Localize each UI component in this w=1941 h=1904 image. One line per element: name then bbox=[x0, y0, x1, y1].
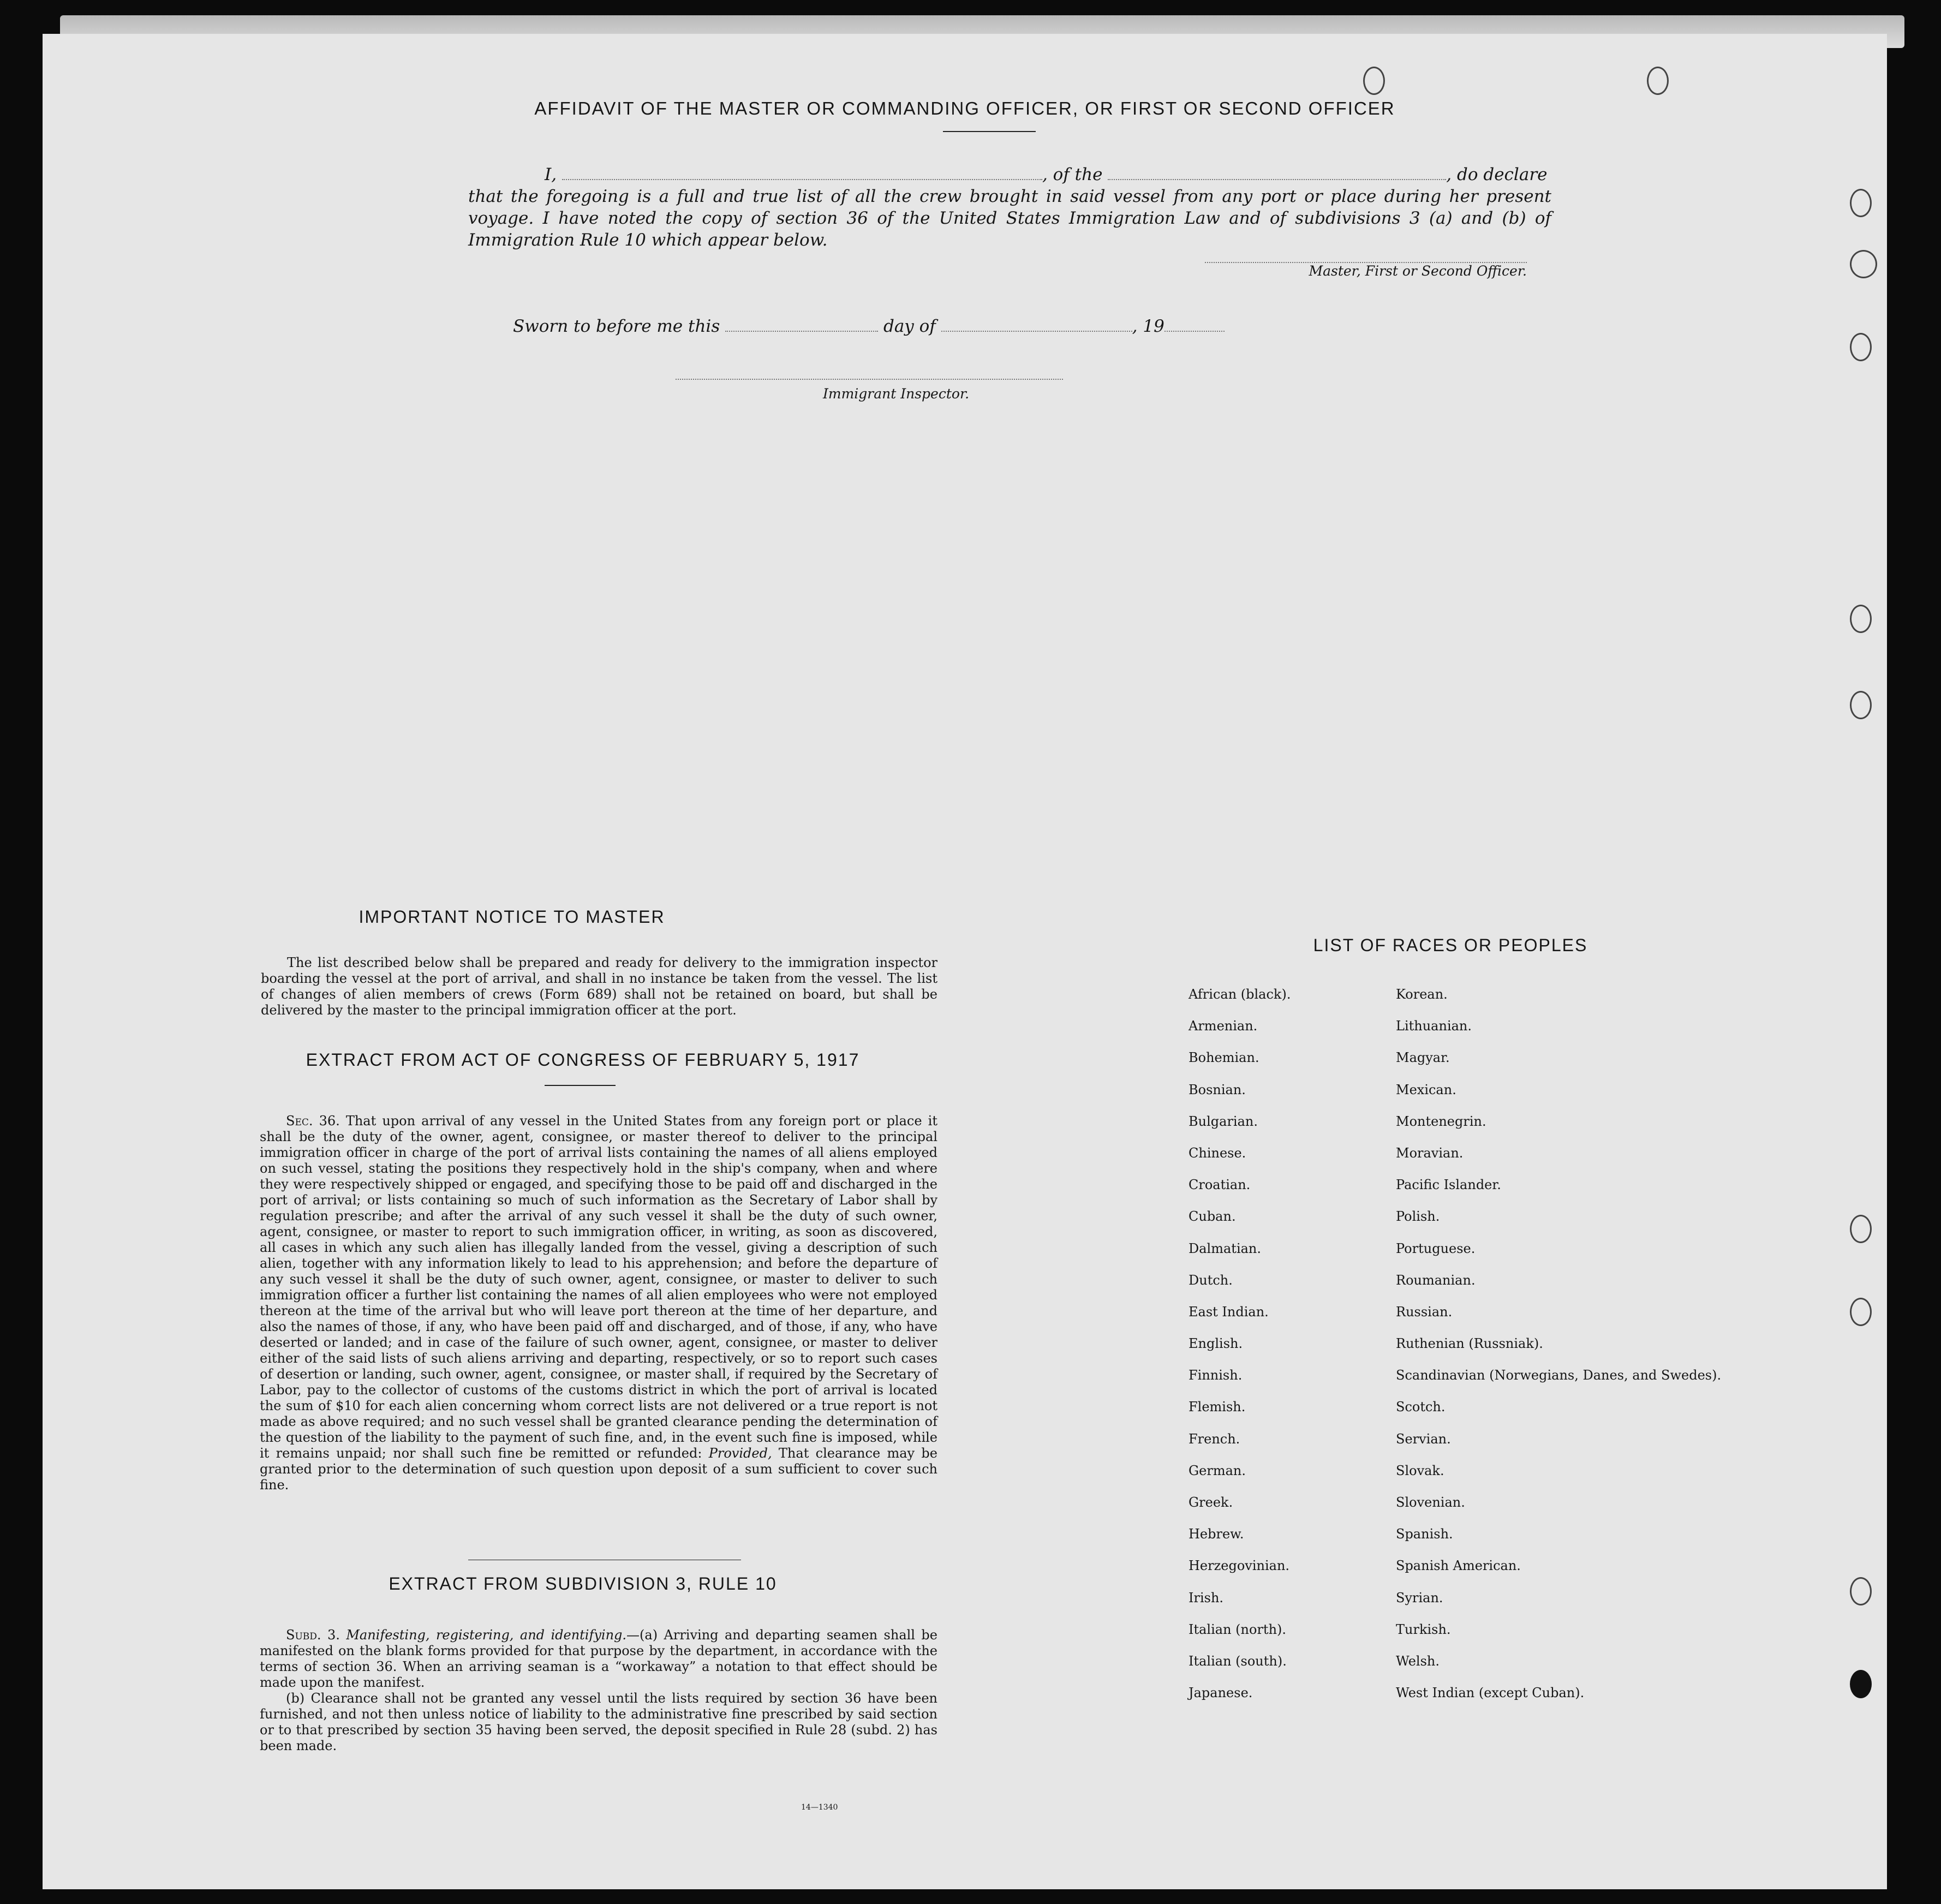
race-item: Montenegrin. bbox=[1396, 1113, 1486, 1129]
title-rule bbox=[943, 131, 1036, 132]
act-title-rule bbox=[545, 1085, 616, 1086]
proviso-text: That clearance may be granted prior to the determination of such question upon deposit of a sum sufficient to cover such fine. bbox=[260, 1446, 937, 1493]
race-item: Russian. bbox=[1396, 1304, 1453, 1320]
binder-hole bbox=[1850, 250, 1877, 278]
races-column-right bbox=[1396, 987, 1721, 1717]
affidavit-text: that the foregoing is a full and true list of all the crew brought in said vessel from any port or place during her present voyage. I have noted the copy of section 36 of the United States Immigration Law and of subdivisions 3 (a) and (b) of Immigration Rule 10 which appear below. bbox=[468, 187, 1551, 250]
race-item: Polish. bbox=[1396, 1209, 1440, 1225]
master-signature-caption: Master, First or Second Officer. bbox=[1309, 263, 1527, 279]
race-item: Servian. bbox=[1396, 1431, 1451, 1447]
race-item: Japanese. bbox=[1189, 1685, 1253, 1701]
para-a-text: —(a) Arriving and departing seamen shall be manifested on the blank forms provided for that purpose by the department, in accordance with the terms of section 36. When an arriving seaman is a “workaway” a notation to that effect should be made upon the manifest. bbox=[260, 1627, 937, 1690]
sec-text: That upon arrival of any vessel in the United States from any foreign port or place it shall be the duty of the owner, agent, consignee, or master thereof to deliver to the principal immigration officer in charge of the port of arrival lists containing the names of all aliens employed on such vessel, stating the positions they respectively hold in the ship's company, when and where they were respectively shipped or engaged, and specifying those to be paid off and discharged in the port of arrival; or lists containing so much of such information as the Secretary of Labor shall by regulation prescribe; and after the arrival of any such vessel it shall be the duty of such owner, agent, consignee, or master to report to such immigration officer, in writing, as soon as discovered, all cases in which any such alien has illegally landed from the vessel, giving a description of such alien, together with any information likely to lead to his apprehension; and before the departure of any such vessel it shall be the duty of such owner, agent, consignee, or master to deliver to such immigration officer a further list containing the names of all alien employees who were not employed thereon at the time of the arrival but who will leave port thereon at the time of her departure, and also the names of those, if any, who have been paid off and discharged, and of those, if any, who have deserted or landed; and in case of the failure of such owner, agent, consignee, or master to deliver either of the said lists of such aliens arriving and departing, respectively, or so to report such cases of desertion or landing, such owner, agent, consignee, or master shall, if required by the Secretary of Labor, pay to the collector of customs of the customs district in which the port of arrival is located the sum of $10 for each alien concerning whom correct lists are not delivered or a true report is not made as above required; and no such vessel shall be granted clearance pending the determination of the question of the liability to the payment of such fine, and, in the event such fine is imposed, while it remains unpaid; nor shall such fine be remitted or refunded: bbox=[260, 1113, 937, 1461]
affidavit-declaration-line bbox=[468, 164, 1551, 186]
race-item: Spanish American. bbox=[1396, 1558, 1521, 1574]
race-item: English. bbox=[1189, 1336, 1243, 1352]
binder-hole bbox=[1850, 1298, 1872, 1326]
sworn-day-of: day of bbox=[883, 317, 936, 336]
race-item: Scotch. bbox=[1396, 1399, 1446, 1415]
declarant-name-field[interactable] bbox=[562, 166, 1042, 180]
binder-hole bbox=[1850, 1670, 1872, 1698]
race-item: Armenian. bbox=[1189, 1018, 1258, 1034]
race-item: Slovak. bbox=[1396, 1463, 1444, 1478]
act-extract-title: EXTRACT FROM ACT OF CONGRESS OF FEBRUARY 5, 1917 bbox=[306, 1050, 860, 1070]
race-item: Dalmatian. bbox=[1189, 1240, 1262, 1256]
binder-hole bbox=[1647, 67, 1669, 95]
race-item: Chinese. bbox=[1189, 1145, 1246, 1161]
race-item: Italian (south). bbox=[1189, 1653, 1287, 1669]
inspector-signature-field[interactable] bbox=[676, 379, 1063, 380]
sworn-prefix: Sworn to before me this bbox=[513, 317, 720, 336]
race-item: Bulgarian. bbox=[1189, 1113, 1258, 1129]
affidavit-body bbox=[468, 164, 1551, 251]
affidavit-title: AFFIDAVIT OF THE MASTER OR COMMANDING OFFICER, OR FIRST OR SECOND OFFICER bbox=[534, 98, 1395, 118]
race-item: Hebrew. bbox=[1189, 1526, 1244, 1542]
sworn-year-prefix: , 19 bbox=[1132, 317, 1164, 336]
race-item: Greek. bbox=[1189, 1495, 1233, 1510]
proviso-label: Provided, bbox=[708, 1446, 772, 1461]
race-item: African (black). bbox=[1189, 987, 1291, 1002]
race-item: Ruthenian (Russniak). bbox=[1396, 1336, 1543, 1352]
race-item: Welsh. bbox=[1396, 1653, 1440, 1669]
race-item: West Indian (except Cuban). bbox=[1396, 1685, 1585, 1701]
binder-hole bbox=[1363, 67, 1385, 95]
rule-para-a bbox=[260, 1627, 937, 1691]
declarant-of-the: , of the bbox=[1042, 165, 1103, 184]
race-item: French. bbox=[1189, 1431, 1240, 1447]
race-item: Roumanian. bbox=[1396, 1272, 1476, 1288]
binder-hole bbox=[1850, 189, 1872, 217]
declarant-suffix: , do declare bbox=[1446, 165, 1548, 184]
race-item: Slovenian. bbox=[1396, 1495, 1465, 1510]
race-item: Moravian. bbox=[1396, 1145, 1464, 1161]
sworn-year-field[interactable] bbox=[1164, 318, 1225, 332]
sworn-line bbox=[513, 317, 1225, 336]
rule-extract-title: EXTRACT FROM SUBDIVISION 3, RULE 10 bbox=[389, 1574, 777, 1593]
race-item: Lithuanian. bbox=[1396, 1018, 1472, 1034]
sworn-day-field[interactable] bbox=[725, 318, 878, 332]
form-number: 14—1340 bbox=[801, 1803, 838, 1812]
race-item: Croatian. bbox=[1189, 1177, 1251, 1193]
race-item: Portuguese. bbox=[1396, 1240, 1476, 1256]
race-item: German. bbox=[1189, 1463, 1246, 1478]
vessel-name-field[interactable] bbox=[1108, 166, 1446, 180]
race-item: Finnish. bbox=[1189, 1368, 1243, 1383]
race-item: Turkish. bbox=[1396, 1621, 1451, 1637]
races-column-left bbox=[1189, 987, 1291, 1717]
document-page bbox=[43, 34, 1887, 1889]
race-item: Korean. bbox=[1396, 987, 1448, 1002]
races-title: LIST OF RACES OR PEOPLES bbox=[1313, 935, 1588, 955]
subd-label: Subd. 3. bbox=[286, 1627, 340, 1643]
race-item: Dutch. bbox=[1189, 1272, 1233, 1288]
sec-label: Sec. 36. bbox=[286, 1113, 340, 1129]
race-item: Magyar. bbox=[1396, 1050, 1450, 1066]
act-extract-body bbox=[260, 1113, 937, 1493]
race-item: Cuban. bbox=[1189, 1209, 1236, 1225]
race-item: Mexican. bbox=[1396, 1082, 1456, 1097]
race-item: East Indian. bbox=[1189, 1304, 1269, 1320]
notice-body: The list described below shall be prepared and ready for delivery to the immigration inspector boarding the vessel at the port of arrival, and shall in no instance be taken from the vessel. The list of changes of alien members of crews (Form 689) shall not be retained on board, but shall be delivered by the master to the principal immigration officer at the port. bbox=[261, 955, 937, 1018]
inspector-signature-caption: Immigrant Inspector. bbox=[823, 386, 970, 402]
race-item: Bohemian. bbox=[1189, 1050, 1259, 1066]
race-item: Spanish. bbox=[1396, 1526, 1453, 1542]
race-item: Italian (north). bbox=[1189, 1621, 1287, 1637]
race-item: Herzegovinian. bbox=[1189, 1558, 1290, 1574]
binder-hole bbox=[1850, 605, 1872, 633]
race-item: Bosnian. bbox=[1189, 1082, 1246, 1097]
race-item: Flemish. bbox=[1189, 1399, 1246, 1415]
rule-para-b: (b) Clearance shall not be granted any vessel until the lists required by section 36 have been furnished, and not then unless notice of liability to the administrative fine prescribed by said section or to that prescribed by section 35 having been served, the deposit specified in Rule 28 (subd. 2) has been made. bbox=[260, 1691, 937, 1753]
binder-hole bbox=[1850, 333, 1872, 361]
notice-title: IMPORTANT NOTICE TO MASTER bbox=[359, 907, 665, 927]
subd-heading: Manifesting, registering, and identifying. bbox=[346, 1627, 627, 1643]
race-item: Pacific Islander. bbox=[1396, 1177, 1501, 1193]
race-item: Irish. bbox=[1189, 1590, 1224, 1605]
race-item: Scandinavian (Norwegians, Danes, and Swedes). bbox=[1396, 1368, 1722, 1383]
binder-hole bbox=[1850, 691, 1872, 719]
declarant-prefix: I, bbox=[545, 165, 557, 184]
sworn-month-field[interactable] bbox=[941, 318, 1132, 332]
rule-extract-body bbox=[260, 1627, 937, 1754]
binder-hole bbox=[1850, 1215, 1872, 1243]
race-item: Syrian. bbox=[1396, 1590, 1443, 1605]
binder-hole bbox=[1850, 1577, 1872, 1605]
